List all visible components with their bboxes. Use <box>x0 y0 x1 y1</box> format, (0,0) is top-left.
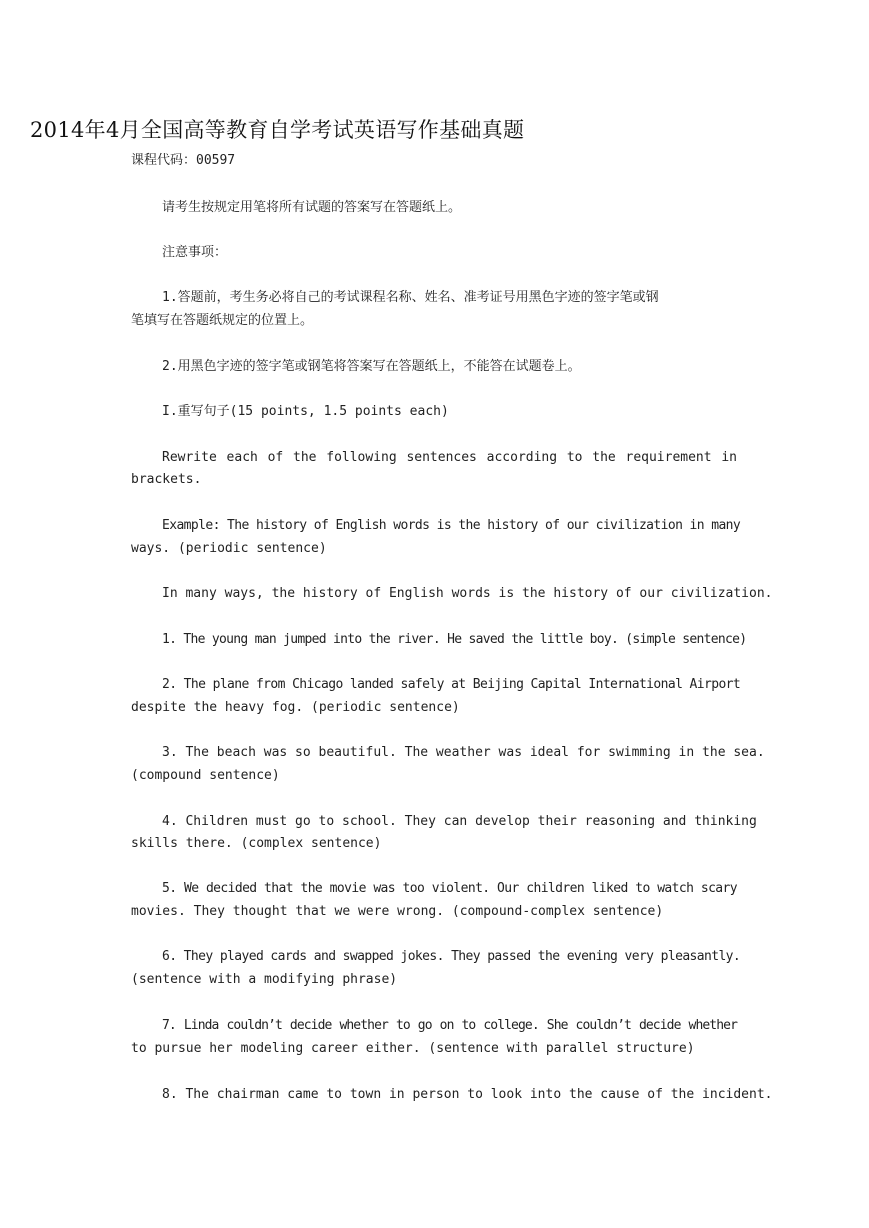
question-8-line-1: 8. The chairman came to town in person to look into the cause of the incident. <box>162 1087 773 1102</box>
question-4-line-1: 4. Children must go to school. They can develop their reasoning and thinking <box>162 814 757 829</box>
notice-item-2: 2.用黑色字迹的签字笔或钢笔将答案写在答题纸上，不能答在试题卷上。 <box>162 359 581 374</box>
exam-instruction: 请考生按规定用笔将所有试题的答案写在答题纸上。 <box>162 200 462 215</box>
question-7-line-2: to pursue her modeling career either. (sentence with parallel structure) <box>131 1041 695 1056</box>
notice-item-1-line-2: 笔填写在答题纸规定的位置上。 <box>131 313 314 328</box>
section-intro-line-1: Rewrite each of the following sentences according to the requirement in <box>162 450 737 465</box>
example-answer: In many ways, the history of English words is the history of our civilization. <box>162 586 773 601</box>
notice-heading: 注意事项： <box>162 245 228 260</box>
example-line-2: ways. (periodic sentence) <box>131 541 327 556</box>
course-code: 课程代码：00597 <box>131 153 236 168</box>
question-7-line-1: 7. Linda couldn’t decide whether to go on to college. She couldn’t decide whether <box>162 1018 737 1033</box>
question-6-line-1: 6. They played cards and swapped jokes. They passed the evening very pleasantly. <box>162 949 741 964</box>
question-2-line-1: 2. The plane from Chicago landed safely at Beijing Capital International Airport <box>162 677 741 692</box>
question-5-line-1: 5. We decided that the movie was too violent. Our children liked to watch scary <box>162 881 737 896</box>
question-3-line-2: (compound sentence) <box>131 768 280 783</box>
section-heading: I.重写句子(15 points, 1.5 points each) <box>162 404 449 419</box>
question-1: 1. The young man jumped into the river. He saved the little boy. (simple sentence) <box>162 632 747 647</box>
question-2-line-2: despite the heavy fog. (periodic sentence) <box>131 700 460 715</box>
section-intro-line-2: brackets. <box>131 472 202 487</box>
question-5-line-2: movies. They thought that we were wrong. (compound-complex sentence) <box>131 904 664 919</box>
notice-item-1-line-1: 1.答题前，考生务必将自己的考试课程名称、姓名、准考证号用黑色字迹的签字笔或钢 <box>162 290 659 305</box>
question-3-line-1: 3. The beach was so beautiful. The weather was ideal for swimming in the sea. <box>162 745 765 760</box>
question-6-line-2: (sentence with a modifying phrase) <box>131 972 398 987</box>
page-title: 2014年4月全国高等教育自学考试英语写作基础真题 <box>30 118 525 142</box>
question-4-line-2: skills there. (complex sentence) <box>131 836 382 851</box>
example-line-1: Example: The history of English words is the history of our civilization in many <box>162 518 741 533</box>
